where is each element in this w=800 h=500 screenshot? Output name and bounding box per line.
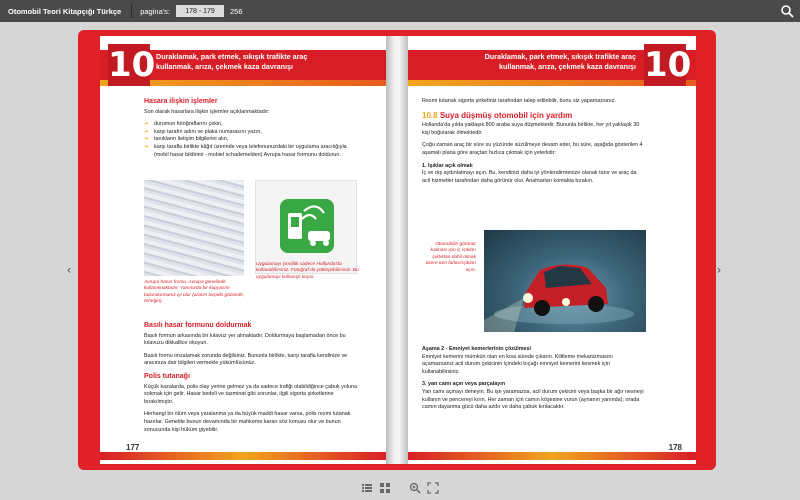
zoom-in-icon[interactable] xyxy=(409,481,421,493)
section-number: 10.8 xyxy=(422,110,438,120)
toolbar xyxy=(0,0,800,22)
chapter-title: Duraklamak, park etmek, sıkışık trafikte araç kullanmak, arıza, çekmek kaza davranışı xyxy=(156,52,308,71)
section-heading xyxy=(422,112,644,120)
step-title: 1. Işıklar açık olmalı xyxy=(422,162,473,169)
list-view-icon[interactable] xyxy=(361,481,373,493)
left-text-block xyxy=(144,98,358,163)
paragraph: Resmi tutanak sigorta şirketiniz tarafından talep edilebilir, bunu siz yapamazsınız. xyxy=(422,98,616,104)
list-item: ➜ durumun fotoğraflarını çekin, xyxy=(144,121,358,129)
chapter-number: 10 xyxy=(644,45,692,85)
prev-page-icon[interactable]: ‹ xyxy=(66,263,72,277)
left-page xyxy=(100,36,386,464)
page-total: 256 xyxy=(230,6,243,16)
fullscreen-icon[interactable] xyxy=(427,481,439,493)
car-underwater-image xyxy=(484,230,646,332)
mobile-claim-icon xyxy=(256,181,358,275)
paragraph: Herhangi bir ölüm veya yaralanma ya da büyük maddi hasar varsa, polis resmi tutanak hazırlar. Genelde bunun devamında bir mahkeme kararı söz konusu olur ve bunun sonucunda kişi hüküm giyebilir. xyxy=(144,411,351,433)
paragraph: Çoğu zaman araç bir süre su yüzünde süzülmeye devam eder, bu süre, aşağıda gösterilen 4 aşamalı plana göre araçtan hızlıca çıkmak için yeterlidir: xyxy=(422,142,643,156)
search-icon[interactable] xyxy=(780,4,794,18)
section-title: Suya düşmüş otomobil için yardım xyxy=(439,110,573,120)
section-title: Polis tutanağı xyxy=(144,372,190,380)
image-caption: Avrupa hasar formu. Avrupa genelinde kullanılmaktadır. Yanınızda bir kopyasını bulundurmanız iyi olur (aracın torpido gözünde, örneğin). xyxy=(144,280,245,305)
image-caption: Uygulamayı şimdilik sadece Hollanda'da kullanabilirsiniz. Fotoğraf da yükleyebilirsiniz. Bu uygulamayı kullanışlı koyor. xyxy=(256,262,359,280)
paragraph: Küçük kazalarda, polis olay yerine gelmez ya da sadece trafiği olabildiğince çabuk yoluna sokmak için gelir. Hasar bedeli ve tazminat gibi sorunlar, ilgili sigorta şirketlerine bırakılmıştır. xyxy=(144,383,358,405)
section-title: Basılı hasar formunu doldurmak xyxy=(144,322,252,329)
paragraph: Yan camı açmayı deneyin. Bu işe yaramazsa, acil durum çekicini veya başka bir ağır nesneyi kullanın ve pencereyi kırın. Her zaman için camın köşesine vurun (aynanın yanında); orada camın dayanma gücü daha azdır ve daha çabuk kırılacaktır. xyxy=(422,388,644,411)
viewer-stage xyxy=(0,22,800,474)
book xyxy=(78,30,716,470)
paragraph: Emniyet kemerini mümkün olan en kısa sürede çıkarın. Kilitleme mekanizmasını açamazsanız acil durum çekicinin içindeki bıçağı emniyet kemerini kesmek için kullanabilirsiniz. xyxy=(422,353,613,375)
damage-form-photo xyxy=(144,180,244,276)
page-number: 178 xyxy=(668,443,682,452)
right-text-block xyxy=(422,98,644,190)
page-input[interactable] xyxy=(176,5,224,17)
paragraph: Basılı formun arkasında bir kılavuz yer almaktadır. Doldurmaya başlamadan önce bu kılavuzu dikkatlice okuyun. xyxy=(144,332,346,347)
paragraph: İç ve dış aydınlatmayı açın. Bu, kendinizi daha iyi yönlendirmenize olanak tanır ve araç da acil hizmetler tarafından daha görünür olur. Anahtarları kontakta bırakın. xyxy=(422,170,637,184)
bullet-list xyxy=(144,121,358,159)
paragraph: Hollanda'da yılda yaklaşık 800 araba suya düşmektedir. Bununla birlikte, her yıl yaklaşık 30 kişi boğularak ölmektedir. xyxy=(422,122,640,136)
document-title: Otomobil Teori Kitapçığı Türkçe xyxy=(8,6,122,16)
step-title: Aşama 2 - Emniyet kemerlerinin çözülmesi xyxy=(422,346,532,352)
next-page-icon[interactable]: › xyxy=(716,263,722,277)
chapter-number: 10 xyxy=(108,45,156,85)
book-spine xyxy=(386,36,408,464)
step-title: 3. yan camı açın veya parçalayın xyxy=(422,381,506,388)
toolbar-divider xyxy=(131,4,132,18)
image-caption: Otomobilin görünür kalması için iç ışıkları çıktıktan dahil olmak üzere tüm farları/ışıkları açın. xyxy=(425,242,476,273)
right-page xyxy=(408,36,696,464)
car-illustration xyxy=(484,230,646,332)
toolbar-spacer xyxy=(397,481,403,493)
right-text-block-lower xyxy=(422,342,644,417)
paragraph: Basılı formu imzalamak zorunda değilsiniz. Bununla birlikte, karşı tarafla kendinize ve aracınıza dair bilgileri vermekle yükümlüsünüz. xyxy=(144,352,348,367)
page-footer-band xyxy=(100,452,386,460)
app-image xyxy=(255,180,357,274)
bottom-toolbar xyxy=(0,474,800,500)
paragraph: Son olarak hasarlara ilişkin işlemler açıklanmaktadır: xyxy=(144,108,270,115)
chapter-header xyxy=(408,44,696,88)
list-item: ➜ tanıkların iletişim bilgilerini alın, xyxy=(144,136,358,144)
page-footer-band xyxy=(408,452,696,460)
chapter-header xyxy=(100,44,386,88)
page-label: pagina's: xyxy=(140,6,171,16)
section-title: Hasara ilişkin işlemler xyxy=(144,98,218,105)
list-item: ➜ karşı tarafla birlikte kâğıt üzerinde veya telefonunuzdaki bir uygulama aracılığıyla (mobil hasar bildirimi - mobiel schademelden) Avrupa hasar formunu doldurun. xyxy=(144,144,358,159)
list-item: ➜ karşı tarafın adını ve plaka numarasını yazın, xyxy=(144,129,358,137)
grid-view-icon[interactable] xyxy=(379,481,391,493)
chapter-title: Duraklamak, park etmek, sıkışık trafikte araç kullanmak, arıza, çekmek kaza davranışı xyxy=(484,52,636,71)
page-number: 177 xyxy=(126,443,140,452)
left-text-block-lower xyxy=(144,322,358,439)
